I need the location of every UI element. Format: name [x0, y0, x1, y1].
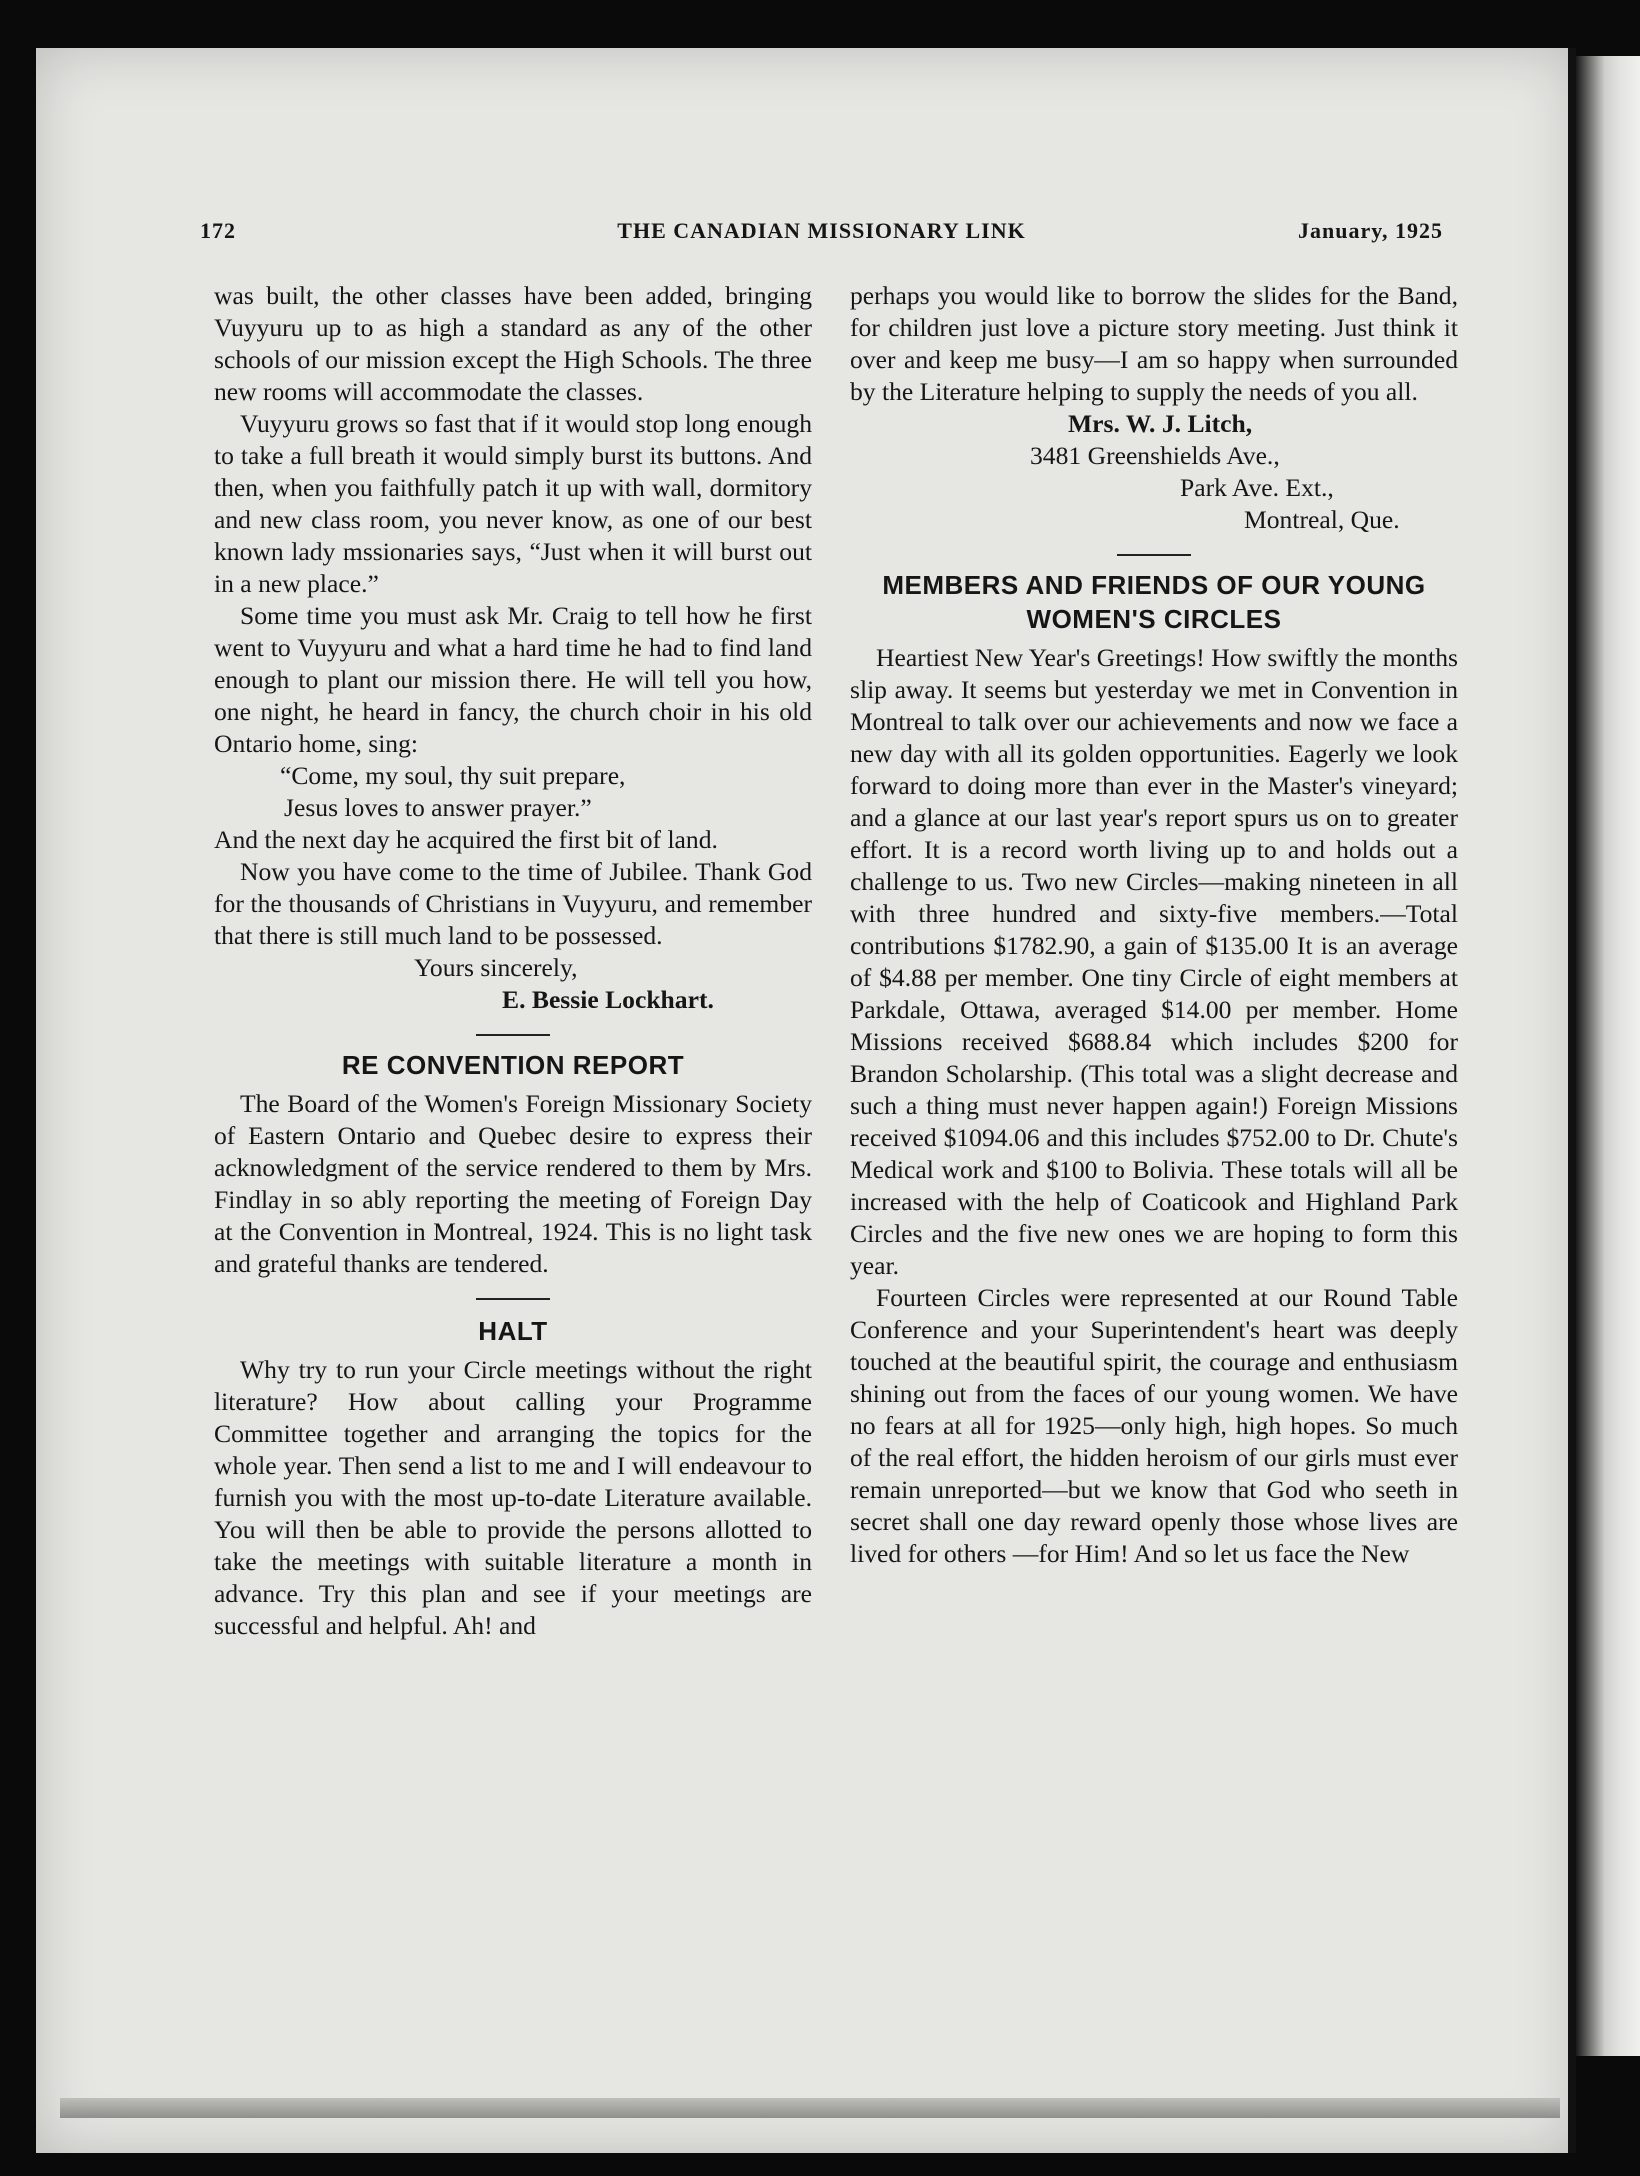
- letter-signature: E. Bessie Lockhart.: [502, 985, 714, 1014]
- paragraph: Now you have come to the time of Jubilee. Thank God for the thousands of Christians in Vuyyuru, and remember that there is still much land to be possessed.: [214, 857, 812, 950]
- left-column: [214, 280, 812, 1642]
- section-divider: [476, 1298, 550, 1300]
- continued-paragraph: was built, the other classes have been added, bringing Vuyyuru up to as high a standard as any of the other schools of our mission except the High Schools. The three new rooms will accommodate the classes.: [214, 281, 812, 406]
- address-line: Montreal, Que.: [1244, 505, 1400, 534]
- adjacent-page-edge: [1576, 56, 1640, 2056]
- hymn-quote: [214, 760, 812, 824]
- section-divider: [476, 1034, 550, 1036]
- page-bottom-edge: [60, 2098, 1560, 2118]
- section-heading: RE CONVENTION REPORT: [341, 1050, 685, 1080]
- address-line: Park Ave. Ext.,: [1180, 473, 1334, 502]
- section-heading: HALT: [478, 1316, 548, 1346]
- paragraph: Vuyyuru grows so fast that if it would stop long enough to take a full breath it would simply burst its buttons. And then, when you faithfully patch it up with wall, dormitory and new class room, you never know, as one of our best known lady mssionaries says, “Just when it will burst out in a new place.”: [214, 409, 812, 598]
- letter-signature: Mrs. W. J. Litch,: [1068, 409, 1253, 438]
- journal-title: THE CANADIAN MISSIONARY LINK: [617, 218, 1026, 243]
- issue-date: January, 1925: [1297, 218, 1443, 243]
- paragraph: Fourteen Circles were represented at our Round Table Conference and your Superintendent's heart was deeply touched at the beautiful spirit, the courage and enthusiasm shining out from the faces of our young women. We have no fears at all for 1925—only high, high hopes. So much of the real effort, the hidden heroism of our girls must ever remain unreported—but we know that God who seeth in secret shall one day reward openly those whose lives are lived for others —for Him! And so let us face the New: [850, 1283, 1458, 1568]
- paragraph: Some time you must ask Mr. Craig to tell how he first went to Vuyyuru and what a hard time he had to find land enough to plant our mission there. He will tell you how, one night, he heard in fancy, the church choir in his old Ontario home, sing:: [214, 601, 812, 758]
- paragraph: The Board of the Women's Foreign Missionary Society of Eastern Ontario and Quebec desire to express their acknowledgment of the service rendered to them by Mrs. Findlay in so ably reporting the meeting of Foreign Day at the Convention in Montreal, 1924. This is no light task and grateful thanks are tendered.: [214, 1089, 812, 1278]
- paragraph: Why try to run your Circle meetings without the right literature? How about calling your Programme Committee together and arranging the topics for the whole year. Then send a list to me and I will endeavour to furnish you with the most up-to-date Literature available. You will then be able to provide the persons allotted to take the meetings with suitable literature a month in advance. Try this plan and see if your meetings are successful and helpful. Ah! and: [214, 1355, 812, 1640]
- hymn-line: “Come, my soul, thy suit prepare,: [280, 761, 626, 790]
- running-header: [200, 218, 1443, 252]
- section-heading: MEMBERS AND FRIENDS OF OUR YOUNG WOMEN'S CIRCLES: [882, 570, 1426, 634]
- hymn-line: Jesus loves to answer prayer.”: [284, 793, 592, 822]
- paragraph: And the next day he acquired the first bit of land.: [214, 825, 718, 854]
- address-line: 3481 Greenshields Ave.,: [1030, 441, 1280, 470]
- page-number: 172: [200, 218, 236, 243]
- page-fold-shadow: [1568, 48, 1576, 2153]
- right-column: [850, 280, 1458, 1570]
- letter-closing: Yours sincerely,: [414, 953, 578, 982]
- paragraph: Heartiest New Year's Greetings! How swiftly the months slip away. It seems but yesterday we met in Convention in Montreal to talk over our achievements and now we face a new day with all its golden opportunities. Eagerly we look forward to doing more than ever in the Master's vineyard; and a glance at our last year's report spurs us on to greater effort. It is a record worth living up to and holds out a challenge to us. Two new Circles—making nineteen in all with three hundred and sixty-five members.—Total contributions $1782.90, a gain of $135.00 It is an average of $4.88 per member. One tiny Circle of eight members at Parkdale, Ottawa, averaged $14.00 per member. Home Missions received $688.84 which includes $200 for Brandon Scholarship. (This total was a slight decrease and such a thing must never happen again!) Foreign Missions received $1094.06 and this includes $752.00 to Dr. Chute's Medical work and $100 to Bolivia. These totals will all be increased with the help of Coaticook and Highland Park Circles and the five new ones we are hoping to form this year.: [850, 643, 1458, 1280]
- continued-paragraph: perhaps you would like to borrow the slides for the Band, for children just love a picture story meeting. Just think it over and keep me busy—I am so happy when surrounded by the Literature helping to supply the needs of you all.: [850, 281, 1458, 406]
- section-divider: [1117, 554, 1191, 556]
